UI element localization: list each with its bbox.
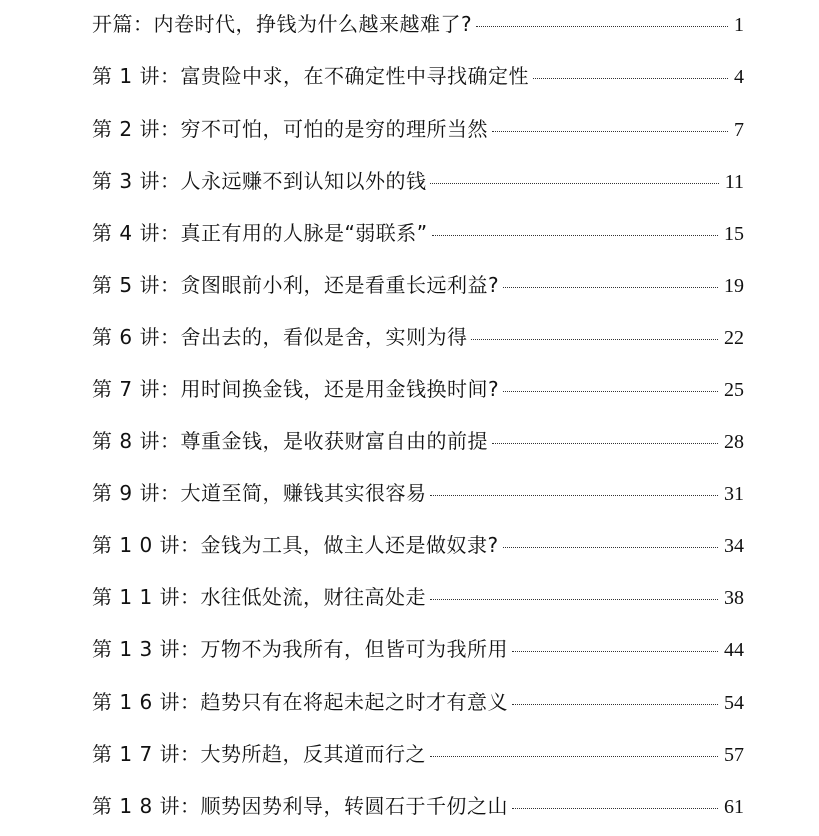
toc-entry[interactable] — [92, 217, 744, 257]
toc-entry-page: 44 — [724, 639, 744, 661]
dot-leader — [512, 704, 718, 705]
toc-entry-page: 57 — [724, 744, 744, 766]
dot-leader — [430, 756, 718, 757]
toc-entry-title: 第 1 讲：富贵险中求，在不确定性中寻找确定性 — [92, 64, 529, 88]
dot-leader — [471, 339, 718, 340]
toc-entry-page: 19 — [724, 275, 744, 297]
toc-entry[interactable] — [92, 738, 744, 778]
toc-entry-page: 28 — [724, 431, 744, 453]
toc-entry-title: 开篇：内卷时代，挣钱为什么越来越难了? — [92, 12, 473, 36]
toc-entry[interactable] — [92, 321, 744, 361]
dot-leader — [492, 443, 718, 444]
dot-leader — [430, 599, 718, 600]
toc-entry[interactable] — [92, 581, 744, 621]
dot-leader — [503, 391, 718, 392]
toc-entry-title: 第 4 讲：真正有用的人脉是“弱联系” — [92, 221, 428, 245]
toc-entry[interactable] — [92, 8, 744, 48]
toc-entry-page: 61 — [724, 796, 744, 818]
toc-entry[interactable] — [92, 529, 744, 569]
toc-entry-page: 7 — [734, 119, 744, 141]
toc-entry[interactable] — [92, 425, 744, 465]
dot-leader — [476, 26, 728, 27]
toc-entry-title: 第 1 3 讲：万物不为我所有，但皆可为我所用 — [92, 637, 509, 661]
toc-entry[interactable] — [92, 477, 744, 517]
toc-entry[interactable] — [92, 269, 744, 309]
toc-entry-title: 第 8 讲：尊重金钱，是收获财富自由的前提 — [92, 429, 488, 453]
dot-leader — [503, 547, 718, 548]
toc-entry-page: 31 — [724, 483, 744, 505]
toc-entry-title: 第 1 8 讲：顺势因势利导，转圆石于千仞之山 — [92, 794, 509, 818]
toc-entry-title: 第 2 讲：穷不可怕，可怕的是穷的理所当然 — [92, 117, 488, 141]
toc-entry[interactable] — [92, 686, 744, 726]
dot-leader — [512, 808, 718, 809]
dot-leader — [533, 78, 728, 79]
toc-entry-title: 第 1 6 讲：趋势只有在将起未起之时才有意义 — [92, 690, 509, 714]
toc-entry-page: 22 — [724, 327, 744, 349]
toc-entry-title: 第 5 讲：贪图眼前小利，还是看重长远利益? — [92, 273, 500, 297]
toc-entry-title: 第 1 0 讲：金钱为工具，做主人还是做奴隶? — [92, 533, 499, 557]
toc-entry[interactable] — [92, 373, 744, 413]
dot-leader — [492, 131, 728, 132]
toc-entry[interactable] — [92, 790, 744, 830]
toc-entry-title: 第 1 7 讲：大势所趋，反其道而行之 — [92, 742, 427, 766]
toc-entry-page: 25 — [724, 379, 744, 401]
toc-entry[interactable] — [92, 113, 744, 153]
dot-leader — [503, 287, 718, 288]
toc-entry-page: 15 — [724, 223, 744, 245]
dot-leader — [430, 183, 718, 184]
toc-entry-page: 34 — [724, 535, 744, 557]
toc-entry-title: 第 1 1 讲：水往低处流，财往高处走 — [92, 585, 427, 609]
toc-entry[interactable] — [92, 165, 744, 205]
toc-entry-page: 54 — [724, 692, 744, 714]
toc-entry[interactable] — [92, 60, 744, 100]
dot-leader — [512, 651, 718, 652]
toc-entry-title: 第 6 讲：舍出去的，看似是舍，实则为得 — [92, 325, 468, 349]
toc-entry-title: 第 7 讲：用时间换金钱，还是用金钱换时间? — [92, 377, 500, 401]
toc-entry-title: 第 9 讲：大道至简，赚钱其实很容易 — [92, 481, 427, 505]
toc-entry-page: 4 — [734, 66, 744, 88]
toc-entry-page: 1 — [734, 14, 744, 36]
toc-entry-title: 第 3 讲：人永远赚不到认知以外的钱 — [92, 169, 427, 193]
dot-leader — [432, 235, 718, 236]
toc-entry-page: 38 — [724, 587, 744, 609]
toc-entry-page: 11 — [724, 171, 744, 193]
toc-entry[interactable] — [92, 633, 744, 673]
dot-leader — [430, 495, 718, 496]
